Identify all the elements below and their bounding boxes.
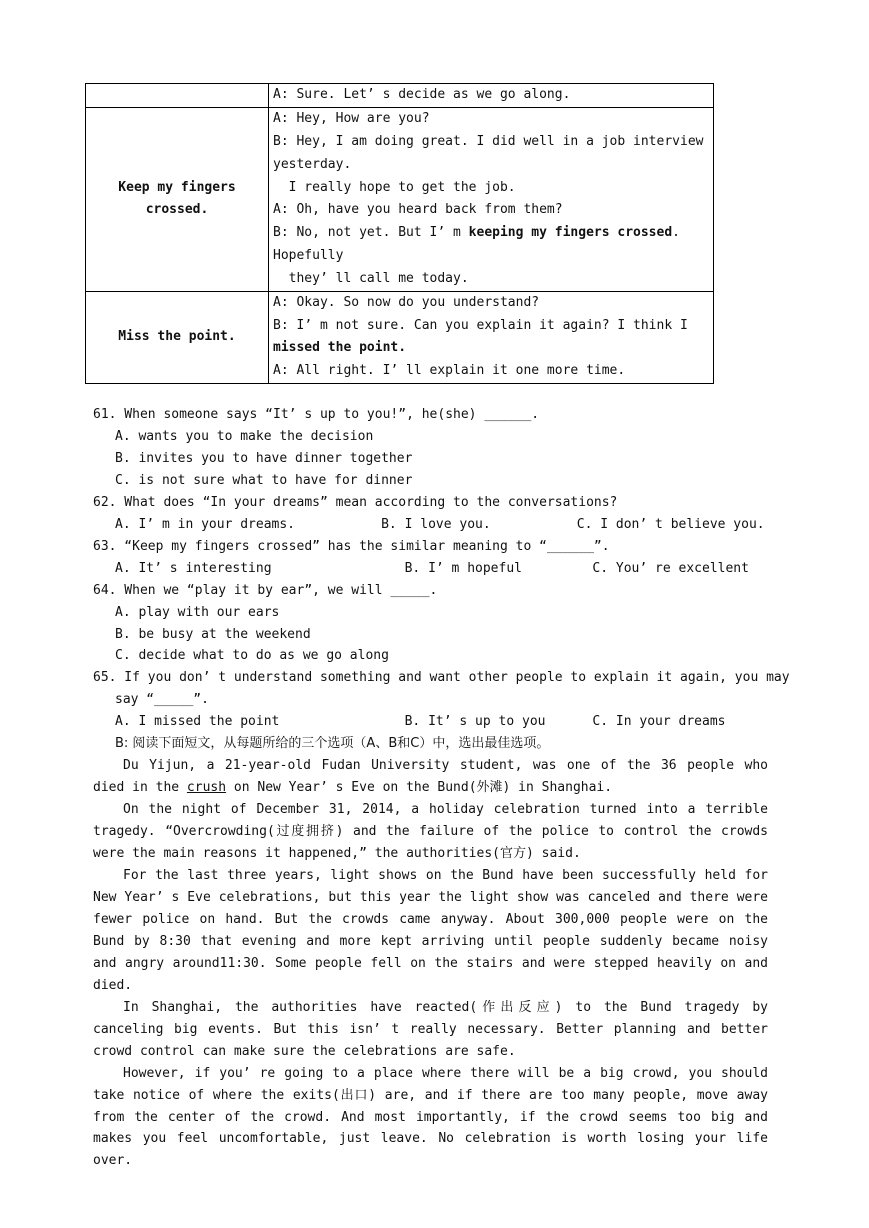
- questions-and-passage: [93, 404, 790, 1172]
- highlighted-phrase: missed the point.: [273, 340, 407, 356]
- text-segment: Du Yijun, a 21-year-old Fudan University student, was one of the 36 people who died in the: [93, 758, 768, 796]
- question-61: 61. When someone says “It’ s up to you!”, he(she) ______.: [93, 407, 540, 422]
- option: A. wants you to make the decision: [115, 428, 374, 444]
- passage-paragraph: [93, 755, 768, 799]
- passage-paragraph: However, if you’ re going to a place where there will be a big crowd, you should take notice of where the exits(出口) are, and if there are too many people, move away from the center of the crowd. And most importantly, if the crowd seems too big and makes you feel uncomfortable, just leave. No celebration is worth losing your life over.: [93, 1065, 768, 1169]
- section-b-instruction: B: 阅读下面短文，从每题所给的三个选项（A、B和C）中，选出最佳选项。: [115, 736, 550, 752]
- conversation-line: B: Hey, I am doing great. I did well in a job interview yesterday.: [273, 133, 704, 172]
- conversation-line: A: Hey, How are you?: [273, 111, 430, 127]
- conversation-line: A: Okay. So now do you understand?: [273, 294, 540, 310]
- conversation-line: A: All right. I’ ll explain it one more time.: [273, 363, 626, 379]
- conversation-cell: [269, 107, 714, 291]
- conversation-cell: [269, 84, 714, 108]
- passage-paragraph: In Shanghai, the authorities have reacted(作出反应) to the Bund tragedy by canceling big events. But this isn’ t really necessary. Better planning and better crowd control can make sure the celebrations are safe.: [93, 999, 768, 1059]
- conversation-line: I really hope to get the job.: [273, 179, 516, 195]
- conversation-cell: [269, 291, 714, 383]
- conversation-line: [273, 222, 709, 245]
- text-segment: B: I’ m not sure. Can you explain it again? I think I: [273, 317, 688, 333]
- option-row: A. I missed the point B. It’ s up to you C. In your dreams: [115, 714, 726, 730]
- question-63: 63. “Keep my fingers crossed” has the similar meaning to “______”.: [93, 538, 610, 554]
- table-row: [86, 291, 714, 383]
- question-62: 62. What does “In your dreams” mean according to the conversations?: [93, 494, 618, 510]
- passage-paragraph: On the night of December 31, 2014, a holiday celebration turned into a terrible tragedy. “Overcrowding(过度拥挤) and the failure of the police to control the crowds were the main reasons it happened,” the authorities(官方) said.: [93, 802, 768, 862]
- text-segment: .: [672, 225, 680, 241]
- text-segment: B: No, not yet. But I’ m: [273, 225, 469, 241]
- question-65: 65. If you don’ t understand something and want other people to explain it again, you may: [93, 670, 790, 686]
- option-row: A. I’ m in your dreams. B. I love you. C. I don’ t believe you.: [115, 516, 765, 532]
- passage-paragraph: For the last three years, light shows on the Bund have been successfully held for New Year’ s Eve celebrations, but this year the light show was canceled and there were fewer police on hand. But the crowds came anyway. About 300,000 people were on the Bund by 8:30 that evening and more kept arriving until people suddenly became noisy and angry around11:30. Some people fell on the stairs and were stepped heavily on and died.: [93, 868, 768, 993]
- option: B. be busy at the weekend: [115, 626, 311, 642]
- conversation-table: [85, 83, 714, 384]
- conversation-line: they’ ll call me today.: [273, 270, 469, 286]
- conversation-line: A: Sure. Let’ s decide as we go along.: [273, 87, 571, 102]
- text-segment: on New Year’ s Eve on the Bund(外滩) in Shanghai.: [226, 780, 613, 796]
- conversation-line: [273, 315, 709, 361]
- question-64: 64. When we “play it by ear”, we will _____.: [93, 582, 438, 598]
- highlighted-phrase: keeping my fingers crossed: [468, 225, 673, 241]
- table-row: [86, 84, 714, 108]
- question-65-continued: say “_____”.: [115, 692, 209, 708]
- phrase-text: Keep my fingers crossed.: [118, 179, 236, 218]
- phrase-cell: [86, 84, 269, 108]
- table-row: [86, 107, 714, 291]
- option: B. invites you to have dinner together: [115, 450, 413, 466]
- option: A. play with our ears: [115, 604, 280, 620]
- underlined-word: crush: [186, 780, 227, 796]
- option: C. decide what to do as we go along: [115, 648, 389, 664]
- option-row: A. It’ s interesting B. I’ m hopeful C. You’ re excellent: [115, 560, 749, 576]
- phrase-cell: Miss the point.: [86, 291, 269, 383]
- option: C. is not sure what to have for dinner: [115, 472, 413, 488]
- conversation-line: A: Oh, have you heard back from them?: [273, 202, 563, 218]
- phrase-cell: [86, 107, 269, 291]
- conversation-line: Hopefully: [273, 247, 344, 263]
